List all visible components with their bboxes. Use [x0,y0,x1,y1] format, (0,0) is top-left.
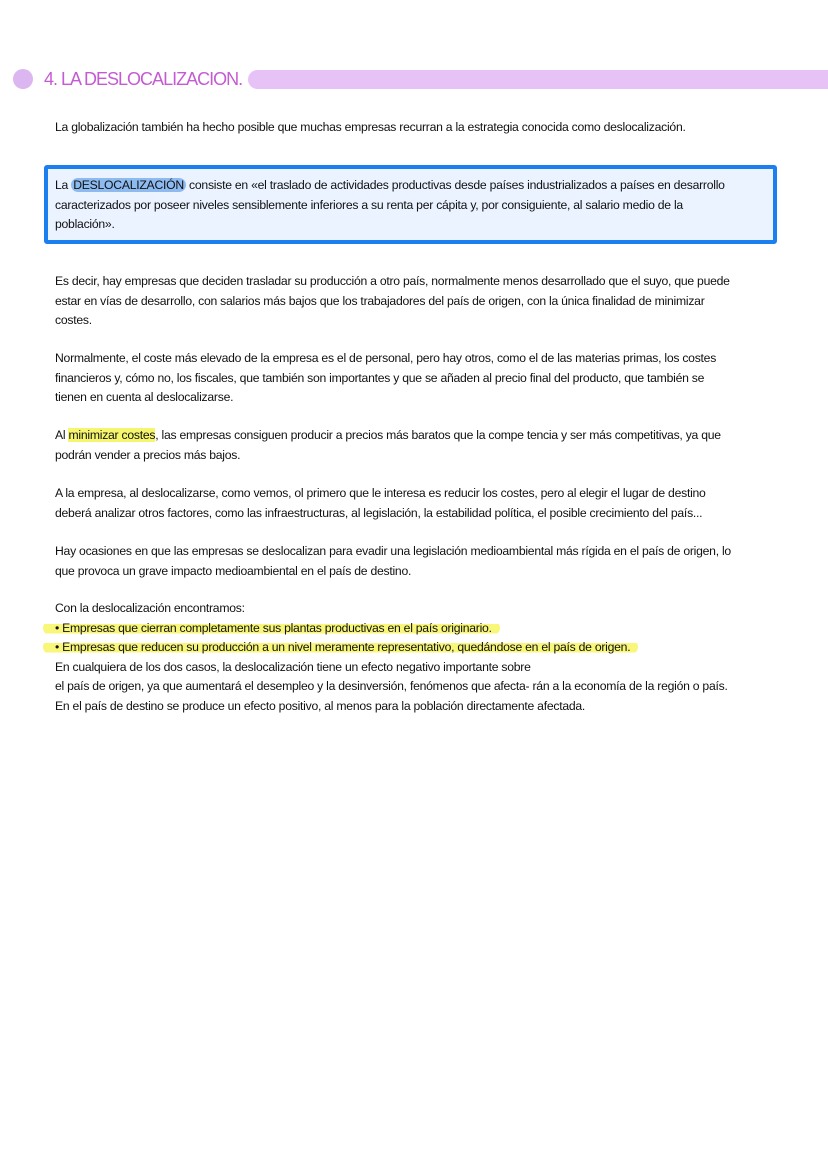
definition-paragraph [55,176,725,235]
text-line: podrán vender a precios más bajos. [55,447,241,462]
definition-line: caracterizados por poseer niveles sensiblemente inferiores a su renta per cápita y, por consiguiente, al salario medio de la [55,197,683,212]
intro-paragraph: La globalización también ha hecho posible que muchas empresas recurran a la estrategia conocida como deslocalización. [55,120,686,134]
text-line: En cualquiera de los dos casos, la deslocalización tiene un efecto negativo importante sobre [55,659,531,674]
paragraph-normalmente [55,349,716,408]
section-header [44,66,828,92]
section-title: 4. LA DESLOCALIZACION. [44,68,243,89]
text-line: Hay ocasiones en que las empresas se deslocalizan para evadir una legislación medioambiental más rígida en el país de origen, lo [55,544,731,558]
definition-term: DESLOCALIZACIÓN [73,178,184,192]
title-decorative-bar [248,70,828,89]
paragraph-minimizar [55,426,721,465]
text-line: Es decir, hay empresas que deciden trasladar su producción a otro país, normalmente menos desarrollado que el suyo, que puede [55,274,730,288]
text-segment: Al [55,428,69,442]
title-bullet-dot [13,69,33,89]
text-line: estar en vías de desarrollo, con salarios más bajos que los trabajadores del país de origen, con la única finalidad de minimizar [55,293,705,308]
text-segment: , las empresas consiguen producir a precios más baratos que la compe tencia y ser más competitivas, ya que [155,428,721,442]
paragraph-empresa [55,484,706,523]
text-line: deberá analizar otros factores, como las infraestructuras, al legislación, la estabilidad política, el posible crecimiento del país... [55,505,703,520]
text-line: Normalmente, el coste más elevado de la empresa es el de personal, pero hay otros, como el de las materias primas, los costes [55,351,717,365]
highlighted-bullet: • Empresas que reducen su producción a un nivel meramente representativo, quedándose en el país de origen. [43,640,638,654]
highlighted-phrase: minimizar costes [68,428,156,442]
definition-pre: La [55,178,72,192]
text-line: En el país de destino se produce un efecto positivo, al menos para la población directamente afectada. [55,698,586,713]
text-line: tienen en cuenta al deslocalizarse. [55,390,234,404]
text-line: Con la deslocalización encontramos: [55,601,245,615]
text-line: A la empresa, al deslocalizarse, como vemos, ol primero que le interesa es reducir los costes, pero al elegir el lugar de destino [55,486,706,500]
text-line: que provoca un grave impacto medioambiental en el país de destino. [55,563,412,578]
highlighted-bullet: • Empresas que cierran completamente sus plantas productivas en el país originario. [43,621,500,635]
paragraph-es-decir [55,272,730,331]
text-line: el país de origen, ya que aumentará el desempleo y la desinversión, fenómenos que afecta- rán a la economía de la región o país. [55,679,728,693]
paragraph-ocasiones [55,542,731,581]
paragraph-consecuencias [55,599,728,716]
definition-text: consiste en «el traslado de actividades productivas desde países industrializados a países en desarrollo [185,178,725,192]
text-line: financieros y, cómo no, los fiscales, que también son importantes y que se añaden al precio final del producto, que también se [55,370,705,385]
definition-line: población». [55,217,115,231]
text-line: costes. [55,313,92,327]
